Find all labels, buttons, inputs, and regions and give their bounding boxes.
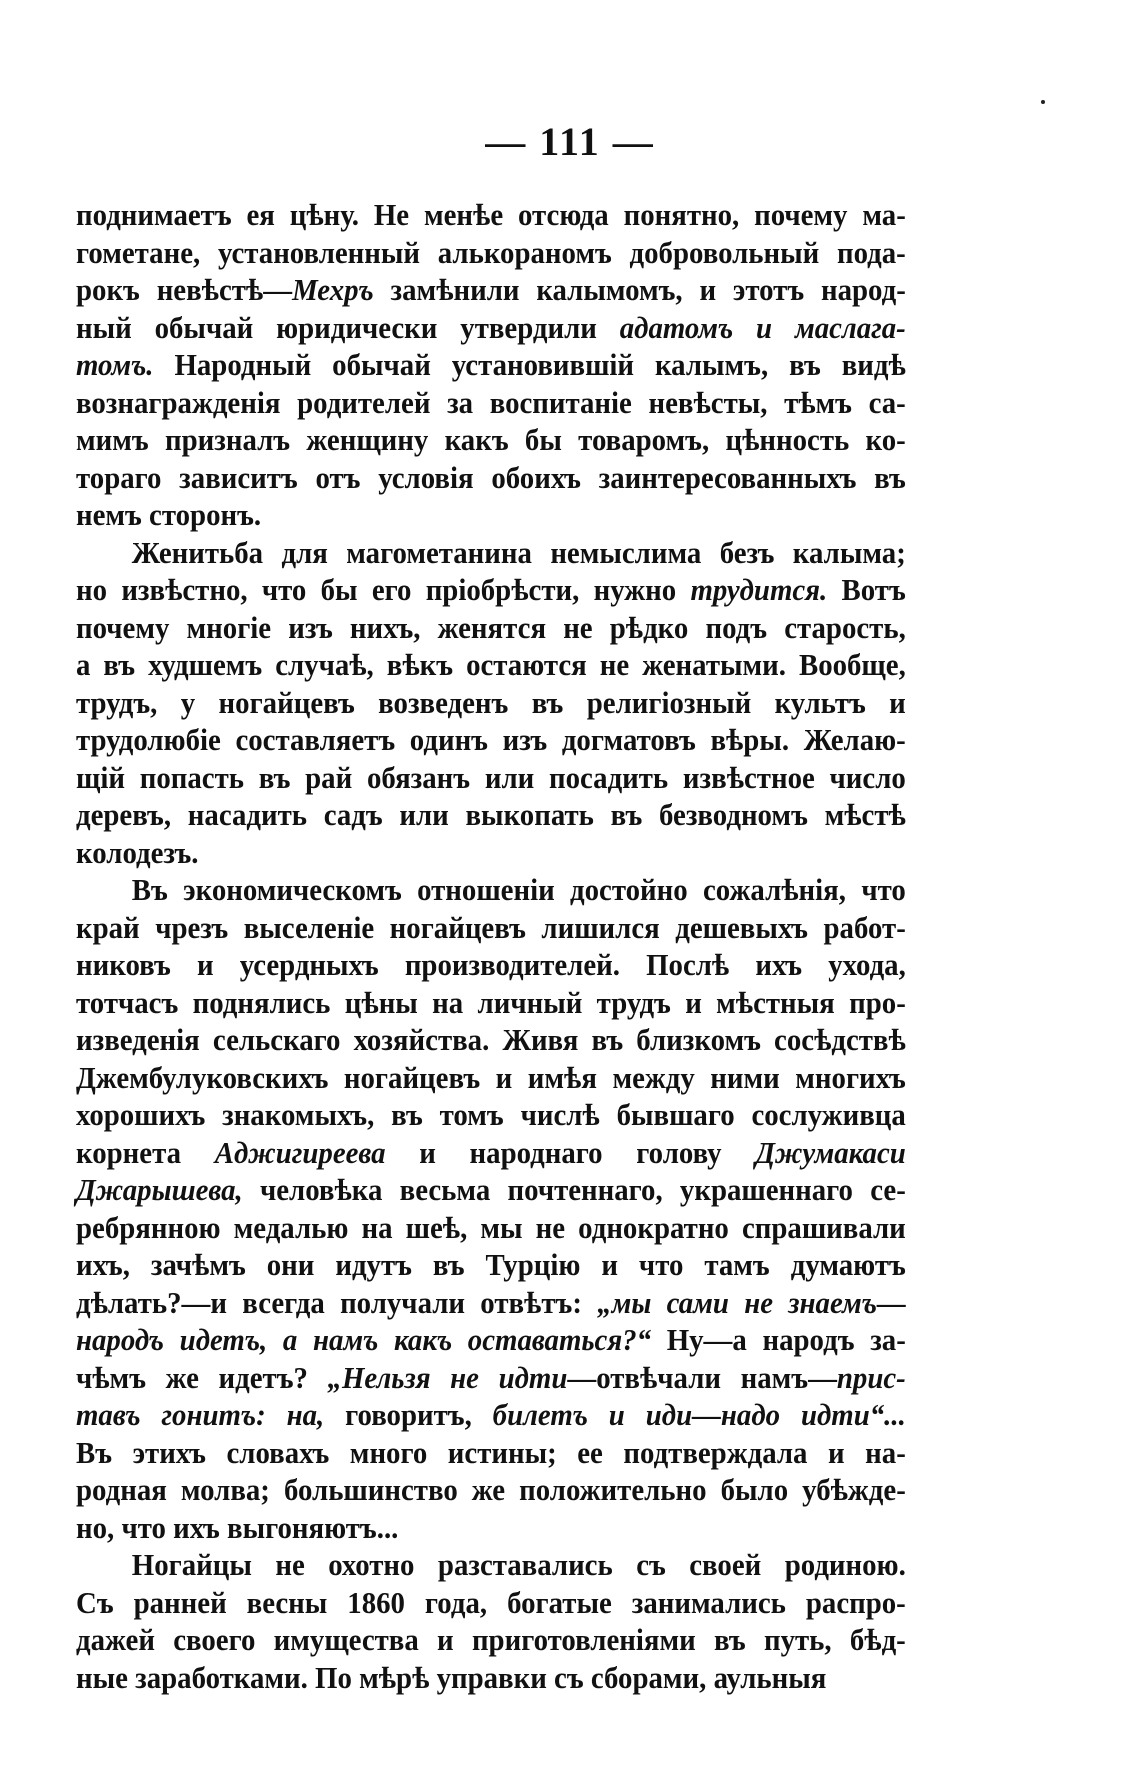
text-line: [76, 459, 906, 497]
italic-run: адатомъ и маслага-: [619, 309, 906, 345]
text-run: —отвѣчали намъ—: [567, 1359, 837, 1395]
text-run: хорошихъ знакомыхъ, въ томъ числѣ бывшаго сослуживца: [76, 1097, 906, 1132]
text-run: ный обычай юридически утвердили: [76, 309, 620, 345]
text-line: [76, 796, 906, 834]
text-run: Въ этихъ словахъ много истины; ее подтверждала и на-: [76, 1434, 906, 1470]
text-line: [76, 1396, 906, 1434]
text-line: [76, 384, 906, 422]
text-line: [76, 684, 906, 722]
text-run: замѣнили калымомъ, и этотъ народ-: [373, 272, 906, 307]
paragraph: [76, 1546, 906, 1696]
italic-run: трудится.: [690, 572, 828, 607]
text-run: никовъ и усердныхъ производителей. Послѣ ихъ ухода,: [76, 947, 906, 982]
text-run: дѣлать?—и всегда получали отвѣтъ:: [76, 1284, 598, 1320]
text-line: [76, 1096, 906, 1134]
text-run: корнета: [76, 1134, 215, 1170]
text-run: Джембулуковскихъ ногайцевъ и имѣя между ними многихъ: [76, 1059, 906, 1095]
text-run: Ну—а народъ за-: [651, 1322, 906, 1357]
text-line: [76, 1621, 906, 1659]
text-line: [76, 721, 906, 759]
text-run: колодезъ.: [76, 834, 199, 870]
text-line: [76, 609, 906, 647]
paragraph: [76, 871, 906, 1546]
text-run: тотчасъ поднялись цѣны на личный трудъ и мѣстныя про-: [76, 984, 906, 1020]
text-run: ные заработками. По мѣрѣ управки съ сборами, аульныя: [76, 1659, 827, 1695]
italic-run: прис-: [836, 1359, 906, 1395]
paragraph: [76, 534, 906, 872]
paragraph: [76, 196, 906, 534]
text-line: [76, 1209, 906, 1247]
text-run: гометане, установленный алькораномъ добровольный пода-: [76, 234, 906, 270]
text-run: Женитьба для магометанина немыслима безъ калыма;: [131, 534, 906, 570]
text-run: и народнаго голову: [385, 1134, 756, 1170]
italic-run: Джумакаси: [755, 1134, 906, 1170]
text-line: [76, 871, 906, 909]
text-run: изведенія сельскаго хозяйства. Живя въ близкомъ сосѣдствѣ: [76, 1022, 906, 1057]
text-run: дажей своего имущества и приготовленіями въ путь, бѣд-: [76, 1622, 906, 1657]
text-run: поднимаетъ ея цѣну. Не менѣе отсюда понятно, почему ма-: [76, 197, 906, 232]
text-run: но, что ихъ выгоняютъ...: [76, 1509, 399, 1545]
text-run: край чрезъ выселеніе ногайцевъ лишился дешевыхъ работ-: [76, 909, 906, 945]
text-run: почему многіе изъ нихъ, женятся не рѣдко подъ старость,: [76, 609, 906, 645]
italic-run: билетъ и иди—надо идти“...: [492, 1397, 906, 1432]
text-run: Съ ранней весны 1860 года, богатые занимались распро-: [76, 1584, 906, 1620]
text-run: деревъ, насадить садъ или выкопать въ безводномъ мѣстѣ: [76, 797, 906, 832]
text-line: [76, 196, 906, 234]
italic-run: томъ.: [76, 347, 154, 382]
italic-run: „Нельзя не идти: [327, 1359, 568, 1395]
italic-run: „мы сами не знаемъ—: [597, 1284, 906, 1320]
text-line: [76, 909, 906, 947]
text-run: трудолюбіе составляетъ одинъ изъ догматовъ вѣры. Желаю-: [76, 722, 906, 757]
text-run: мимъ призналъ женщину какъ бы товаромъ, цѣнность ко-: [76, 422, 906, 457]
text-line: [76, 234, 906, 272]
text-line: [76, 984, 906, 1022]
italic-run: Джарышева,: [76, 1172, 243, 1207]
speck-mark: [1041, 100, 1045, 104]
italic-run: Мехръ: [292, 272, 374, 307]
text-run: рокъ невѣстѣ—: [76, 272, 293, 307]
text-line: [76, 1659, 906, 1697]
text-run: но извѣстно, что бы его пріобрѣсти, нужно: [76, 572, 691, 607]
text-run: а въ худшемъ случаѣ, вѣкъ остаются не женатыми. Вообще,: [76, 647, 906, 682]
text-line: [76, 646, 906, 684]
text-run: трудъ, у ногайцевъ возведенъ въ религіозный культъ и: [76, 684, 906, 720]
text-run: Ногайцы не охотно разставались съ своей родиною.: [131, 1547, 906, 1582]
text-line: [76, 309, 906, 347]
text-line: [76, 1509, 906, 1547]
text-run: чѣмъ же идетъ?: [76, 1359, 328, 1395]
text-line: [76, 1321, 906, 1359]
text-line: [76, 759, 906, 797]
text-run: ихъ, зачѣмъ они идутъ въ Турцію и что тамъ думаютъ: [76, 1247, 906, 1282]
text-line: [76, 1021, 906, 1059]
text-line: [76, 1246, 906, 1284]
text-run: немъ сторонъ.: [76, 497, 262, 532]
text-run: тораго зависитъ отъ условія обоихъ заинтересованныхъ въ: [76, 459, 906, 495]
text-run: Народный обычай установившій калымъ, въ видѣ: [153, 347, 906, 382]
text-run: ребрянною медалью на шеѣ, мы не однократно спрашивали: [76, 1209, 906, 1245]
text-line: [76, 834, 906, 872]
italic-run: Аджигиреева: [214, 1134, 386, 1170]
text-line: [76, 1584, 906, 1622]
italic-run: народъ идетъ, а намъ какъ оставаться?“: [76, 1322, 652, 1357]
text-run: Въ экономическомъ отношеніи достойно сожалѣнія, что: [131, 872, 906, 907]
text-line: [76, 534, 906, 572]
text-line: [76, 1434, 906, 1472]
text-run: щій попасть въ рай обязанъ или посадить извѣстное число: [76, 759, 906, 795]
text-line: [76, 1284, 906, 1322]
italic-run: тавъ гонитъ: на,: [76, 1397, 325, 1432]
text-line: [76, 346, 906, 384]
text-run: родная молва; большинство же положительно было убѣжде-: [76, 1472, 906, 1507]
text-line: [76, 271, 906, 309]
page-number: — 111 —: [485, 119, 655, 164]
body-text: [76, 196, 906, 1696]
text-line: [76, 421, 906, 459]
text-line: [76, 1471, 906, 1509]
text-line: [76, 1171, 906, 1209]
text-line: [76, 1059, 906, 1097]
text-line: [76, 496, 906, 534]
text-run: вознагражденія родителей за воспитаніе невѣсты, тѣмъ са-: [76, 384, 906, 420]
text-line: [76, 1359, 906, 1397]
text-line: [76, 1546, 906, 1584]
text-run: человѣка весьма почтеннаго, украшеннаго се-: [242, 1172, 906, 1207]
text-run: говоритъ,: [324, 1397, 493, 1432]
text-line: [76, 571, 906, 609]
text-run: Вотъ: [827, 572, 906, 607]
text-line: [76, 946, 906, 984]
text-line: [76, 1134, 906, 1172]
